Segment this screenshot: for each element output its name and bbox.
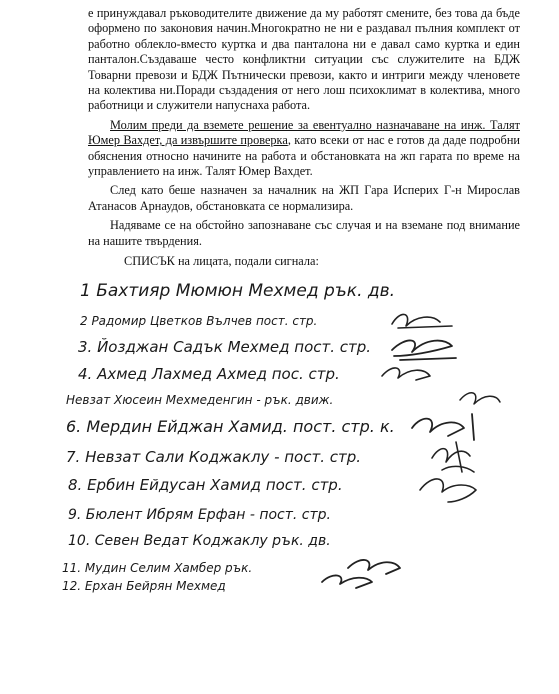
entry-1: 1 Бахтияр Мюмюн Мехмед рък. дв. xyxy=(80,281,396,301)
list-title: СПИСЪК на лицата, подали сигнала: xyxy=(124,254,319,269)
paragraph-3: След като беше назначен за началник на ЖП Гара Исперих Г-н Мирослав Атанасов Арнаудов, обстановката се нормализира. xyxy=(88,183,520,213)
paragraph-4: Надяваме се на обстойно запознаване със случая и на вземане под внимание на нашите твърдения. xyxy=(88,218,520,248)
signature-12 xyxy=(322,575,372,588)
signature-5 xyxy=(460,393,500,404)
entry-5: Невзат Хюсеин Мехмеденгин - рък. движ. xyxy=(66,393,334,407)
paragraph-2 xyxy=(88,118,520,180)
handwritten-list xyxy=(60,276,540,596)
entry-7: 7. Невзат Сали Коджаклу - пост. стр. xyxy=(66,448,362,466)
signature-3 xyxy=(392,340,456,360)
entry-8: 8. Ербин Ейдусан Хамид пост. стр. xyxy=(68,476,343,494)
entry-2: 2 Радомир Цветков Вълчев пост. стр. xyxy=(80,314,318,328)
paragraph-2-rest: , като всеки от нас е готов да даде подробни обяснения относно начините на работа и обстановката на жп гарата по време на управлението на инж. Талят Юмер Вахдет. xyxy=(88,133,520,179)
signature-2 xyxy=(392,314,452,328)
signature-7 xyxy=(432,442,474,472)
signature-11 xyxy=(348,560,400,574)
entry-10: 10. Севен Ведат Коджаклу рък. дв. xyxy=(68,533,331,549)
handwritten-signatures xyxy=(60,276,540,596)
letter-body xyxy=(88,6,520,270)
entry-6: 6. Мердин Ейджан Хамид. пост. стр. к. xyxy=(66,417,395,436)
entry-9: 9. Бюлент Ибрям Ерфан - пост. стр. xyxy=(68,507,331,523)
entry-3: 3. Йозджан Садък Мехмед пост. стр. xyxy=(78,338,372,356)
paragraph-1: е принуждавал ръководителите движение да му работят смените, без това да бъде оформено по законовия начин.Многократно не ни е раздавал пълния комплект от работно облекло-вместо куртка и два панталона ни е давал само куртка и един панталон.Създаваше често конфликтни ситуации със служителите на БДЖ Товарни превози и БДЖ Пътнически превози, както и интриги между членовете на колектива ни.Поради създадения от него лош психоклимат в колектива, много работници и служители напуснаха работа. xyxy=(88,6,520,113)
signature-4 xyxy=(382,368,430,380)
entry-12: 12. Ерхан Бейрян Мехмед xyxy=(62,579,226,593)
entry-4: 4. Ахмед Лахмед Ахмед пос. стр. xyxy=(78,365,340,383)
signature-6 xyxy=(412,414,474,440)
signature-8 xyxy=(420,479,476,502)
entry-11: 11. Мудин Селим Хамбер рък. xyxy=(62,561,253,575)
paragraph-2-underlined: Молим преди да вземете решение за евентуално назначаване на инж. Талят Юмер Вахдет, да извършите проверка xyxy=(88,117,520,148)
